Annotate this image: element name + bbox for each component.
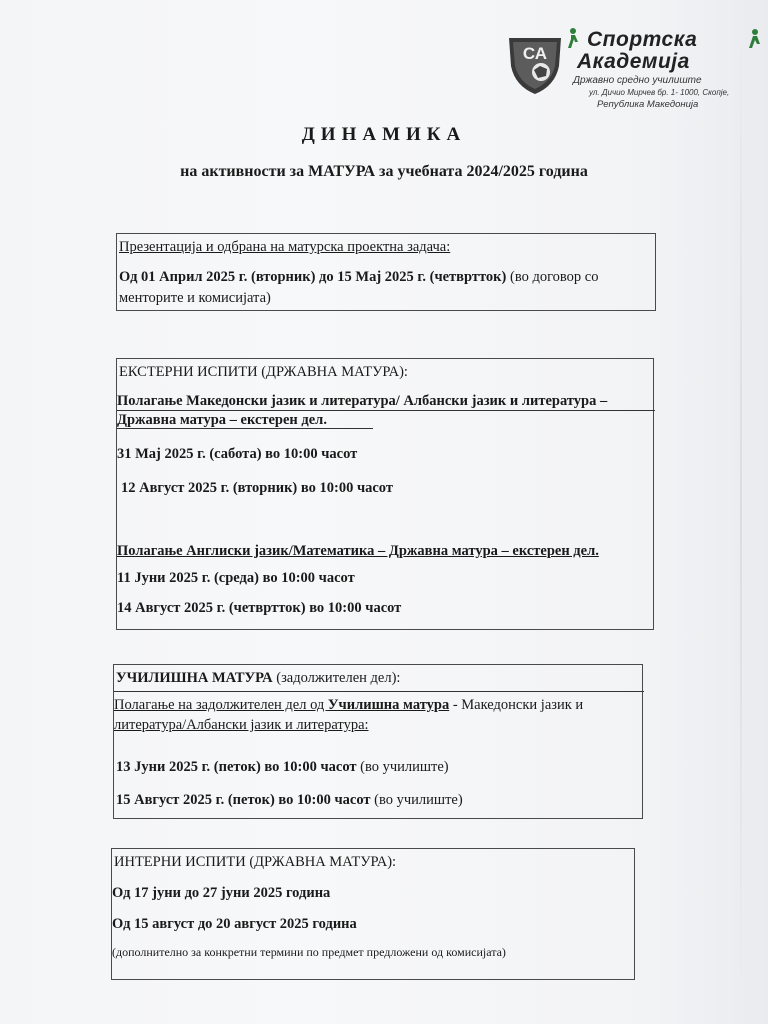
logo-title-line2: Академија xyxy=(577,50,690,73)
internal-note: (дополнително за конкретни термини по предмет предложени од комисијата) xyxy=(112,945,506,959)
logo-title-line1: Спортска xyxy=(587,28,698,51)
external-exams-box xyxy=(116,358,654,630)
project-heading: Презентација и одбрана на матурска проектна задача: xyxy=(119,239,451,255)
svg-text:СА: СА xyxy=(522,44,548,63)
school-logo xyxy=(505,26,763,110)
document-subtitle: на активности за МАТУРА за учебната 2024/2025 година xyxy=(180,163,588,180)
school-desc-part2: - Македонски јазик и xyxy=(449,697,584,713)
external-group1-heading-line1: Полагање Македонски јазик и литература/ Албански јазик и литература – xyxy=(117,393,608,409)
internal-heading: ИНТЕРНИ ИСПИТИ (ДРЖАВНА МАТУРА): xyxy=(114,854,397,870)
school-date1-line xyxy=(116,758,449,776)
school-desc-line1 xyxy=(114,696,642,714)
school-heading-bold: УЧИЛИШНА МАТУРА xyxy=(116,670,273,686)
school-date2-line xyxy=(116,791,463,809)
project-note-part2: менторите и комисијата) xyxy=(119,290,271,306)
school-desc-part1: Полагање на задолжителен дел од xyxy=(114,697,328,713)
logo-subtitle-line1: Државно средно училиште xyxy=(573,75,702,86)
external-group1-date2: 12 Август 2025 г. (вторник) во 10:00 часот xyxy=(121,480,393,496)
school-desc-line2: литература/Албански јазик и литература: xyxy=(114,717,369,733)
external-group1-date1: 31 Мај 2025 г. (сабота) во 10:00 часот xyxy=(117,446,358,462)
external-group1-heading-line2: Државна матура – екстерен дел. xyxy=(117,412,327,428)
school-desc-bold: Училишна матура xyxy=(327,697,450,713)
external-heading: ЕКСТЕРНИ ИСПИТИ (ДРЖАВНА МАТУРА): xyxy=(119,364,408,380)
project-note-part1: (во договор со xyxy=(510,269,599,285)
school-matura-box xyxy=(113,664,643,819)
school-date1: 13 Јуни 2025 г. (петок) во 10:00 часот xyxy=(116,759,357,775)
school-date2: 15 Август 2025 г. (петок) во 10:00 часот xyxy=(116,792,371,808)
logo-subtitle-line3: Република Македонија xyxy=(597,99,699,110)
external-group2-heading: Полагање Англиски јазик/Математика – Државна матура – екстерен дел. xyxy=(117,543,599,559)
logo-subtitle-line2: ул. Дичио Мирчев бр. 1- 1000, Скопје, xyxy=(589,88,730,97)
project-dates-line xyxy=(119,268,598,286)
external-group1-underline2 xyxy=(117,428,373,429)
school-divider xyxy=(114,691,644,692)
internal-date1: Од 17 јуни до 27 јуни 2025 година xyxy=(112,885,331,901)
shield-emblem-icon xyxy=(505,32,565,96)
external-group2-date2: 14 Август 2025 г. (четвртток) во 10:00 часот xyxy=(117,600,402,616)
document-title: ДИНАМИКА xyxy=(301,124,467,145)
school-date1-note: (во училиште) xyxy=(356,759,449,775)
internal-exams-box xyxy=(111,848,635,980)
project-dates: Од 01 Април 2025 г. (вторник) до 15 Мај 2025 г. (четвртток) xyxy=(119,269,507,285)
external-group2-date1: 11 Јуни 2025 г. (среда) во 10:00 часот xyxy=(117,570,355,586)
school-date2-note: (во училиште) xyxy=(370,792,463,808)
school-heading-rest: (задолжителен дел): xyxy=(272,670,401,686)
internal-date2: Од 15 август до 20 август 2025 година xyxy=(112,916,357,932)
school-heading xyxy=(116,669,400,687)
project-defense-box xyxy=(116,233,656,311)
